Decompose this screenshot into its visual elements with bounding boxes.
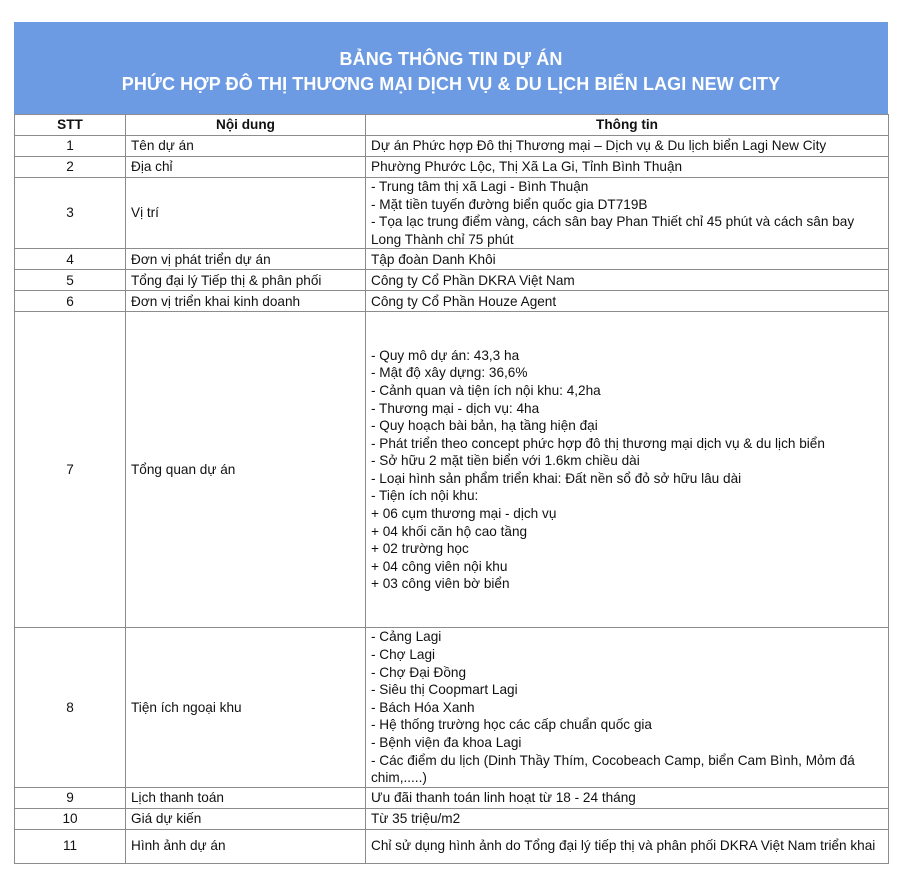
- info-line: - Sở hữu 2 mặt tiền biển với 1.6km chiều dài: [371, 453, 640, 469]
- row-info: [366, 787, 889, 808]
- table-row: [15, 787, 889, 808]
- info-line: Phường Phước Lộc, Thị Xã La Gi, Tỉnh Bình Thuận: [371, 159, 683, 175]
- info-line: + 02 trường học: [371, 541, 469, 557]
- table-row: [15, 829, 889, 863]
- info-line: - Mật độ xây dựng: 36,6%: [371, 365, 528, 381]
- row-info: [366, 291, 889, 312]
- row-number: 8: [15, 628, 126, 787]
- header-row: [15, 115, 889, 136]
- info-line: Ưu đãi thanh toán linh hoạt từ 18 - 24 tháng: [371, 789, 636, 805]
- table-row: [15, 249, 889, 270]
- row-number: 6: [15, 291, 126, 312]
- info-line: - Bách Hóa Xanh: [371, 699, 475, 715]
- banner-subtitle: PHỨC HỢP ĐÔ THỊ THƯƠNG MẠI DỊCH VỤ & DU LỊCH BIỂN LAGI NEW CITY: [121, 74, 781, 94]
- row-number: 10: [15, 808, 126, 829]
- row-label: Đơn vị phát triển dự án: [126, 249, 366, 270]
- row-number: 2: [15, 157, 126, 178]
- info-line: - Tọa lạc trung điểm vàng, cách sân bay Phan Thiết chỉ 45 phút và cách sân bay Long Thành chỉ 75 phút: [371, 214, 855, 247]
- info-line: Công ty Cổ Phần DKRA Việt Nam: [371, 272, 575, 288]
- info-line: - Các điểm du lịch (Dinh Thầy Thím, Cocobeach Camp, biển Cam Bình, Mỏm đá chim,.....): [371, 752, 855, 786]
- row-label: Vị trí: [126, 178, 366, 249]
- table-row: [15, 808, 889, 829]
- row-info: [366, 312, 889, 628]
- info-line: - Quy mô dự án: 43,3 ha: [371, 347, 520, 363]
- info-line: - Quy hoạch bài bản, hạ tầng hiện đại: [371, 418, 598, 434]
- info-line: - Phát triển theo concept phức hợp đô thị thương mại dịch vụ & du lịch biển: [371, 435, 825, 451]
- header-info: Thông tin: [366, 115, 889, 136]
- row-info: [366, 628, 889, 787]
- header-content: Nội dung: [126, 115, 366, 136]
- info-line: Tập đoàn Danh Khôi: [371, 251, 496, 267]
- row-number: 7: [15, 312, 126, 628]
- table-row: [15, 178, 889, 249]
- row-info: [366, 178, 889, 249]
- info-line: - Thương mại - dịch vụ: 4ha: [371, 400, 540, 416]
- info-line: Chỉ sử dụng hình ảnh do Tổng đại lý tiếp thị và phân phối DKRA Việt Nam triển khai: [371, 838, 876, 854]
- table-row: [15, 291, 889, 312]
- row-label: Lịch thanh toán: [126, 787, 366, 808]
- row-label: Địa chỉ: [126, 157, 366, 178]
- info-line: - Hệ thống trường học các cấp chuẩn quốc gia: [371, 717, 652, 733]
- row-number: 5: [15, 270, 126, 291]
- info-line: - Trung tâm thị xã Lagi - Bình Thuận: [371, 179, 589, 194]
- project-info-sheet: [14, 22, 888, 864]
- info-line: + 03 công viên bờ biển: [371, 576, 510, 592]
- table-row: [15, 628, 889, 787]
- row-info: [366, 829, 889, 863]
- row-info: [366, 808, 889, 829]
- info-line: - Bệnh viện đa khoa Lagi: [371, 734, 522, 750]
- banner: [14, 22, 888, 114]
- row-label: Tổng quan dự án: [126, 312, 366, 628]
- row-info: [366, 249, 889, 270]
- table-row: [15, 312, 889, 628]
- row-info: [366, 136, 889, 157]
- info-line: + 04 công viên nội khu: [371, 558, 508, 574]
- info-line: - Cảng Lagi: [371, 629, 442, 645]
- info-line: Dự án Phức hợp Đô thị Thương mại – Dịch vụ & Du lịch biển Lagi New City: [371, 138, 827, 154]
- info-line: - Loại hình sản phẩm triển khai: Đất nền sổ đỏ sở hữu lâu dài: [371, 470, 742, 486]
- row-label: Giá dự kiến: [126, 808, 366, 829]
- row-label: Đơn vị triển khai kinh doanh: [126, 291, 366, 312]
- info-table: [14, 114, 889, 864]
- row-label: Tên dự án: [126, 136, 366, 157]
- info-line: - Cảnh quan và tiện ích nội khu: 4,2ha: [371, 382, 601, 398]
- info-line: - Tiện ích nội khu:: [371, 488, 479, 504]
- info-line: - Chợ Lagi: [371, 646, 436, 662]
- row-label: Tổng đại lý Tiếp thị & phân phối: [126, 270, 366, 291]
- row-number: 3: [15, 178, 126, 249]
- info-line: Từ 35 triệu/m2: [371, 810, 461, 826]
- row-label: Tiện ích ngoại khu: [126, 628, 366, 787]
- info-line: + 04 khối căn hộ cao tầng: [371, 523, 528, 539]
- row-number: 11: [15, 829, 126, 863]
- row-info: [366, 157, 889, 178]
- row-number: 4: [15, 249, 126, 270]
- header-stt: STT: [15, 115, 126, 136]
- info-line: Công ty Cổ Phần Houze Agent: [371, 293, 557, 309]
- table-row: [15, 136, 889, 157]
- row-number: 1: [15, 136, 126, 157]
- banner-title: BẢNG THÔNG TIN DỰ ÁN: [339, 49, 563, 69]
- row-label: Hình ảnh dự án: [126, 829, 366, 863]
- info-line: - Siêu thị Coopmart Lagi: [371, 682, 518, 698]
- row-number: 9: [15, 787, 126, 808]
- row-info: [366, 270, 889, 291]
- info-line: - Mặt tiền tuyến đường biển quốc gia DT719B: [371, 196, 648, 212]
- info-line: - Chợ Đại Đồng: [371, 664, 467, 680]
- table-row: [15, 270, 889, 291]
- table-row: [15, 157, 889, 178]
- info-line: + 06 cụm thương mại - dịch vụ: [371, 506, 557, 522]
